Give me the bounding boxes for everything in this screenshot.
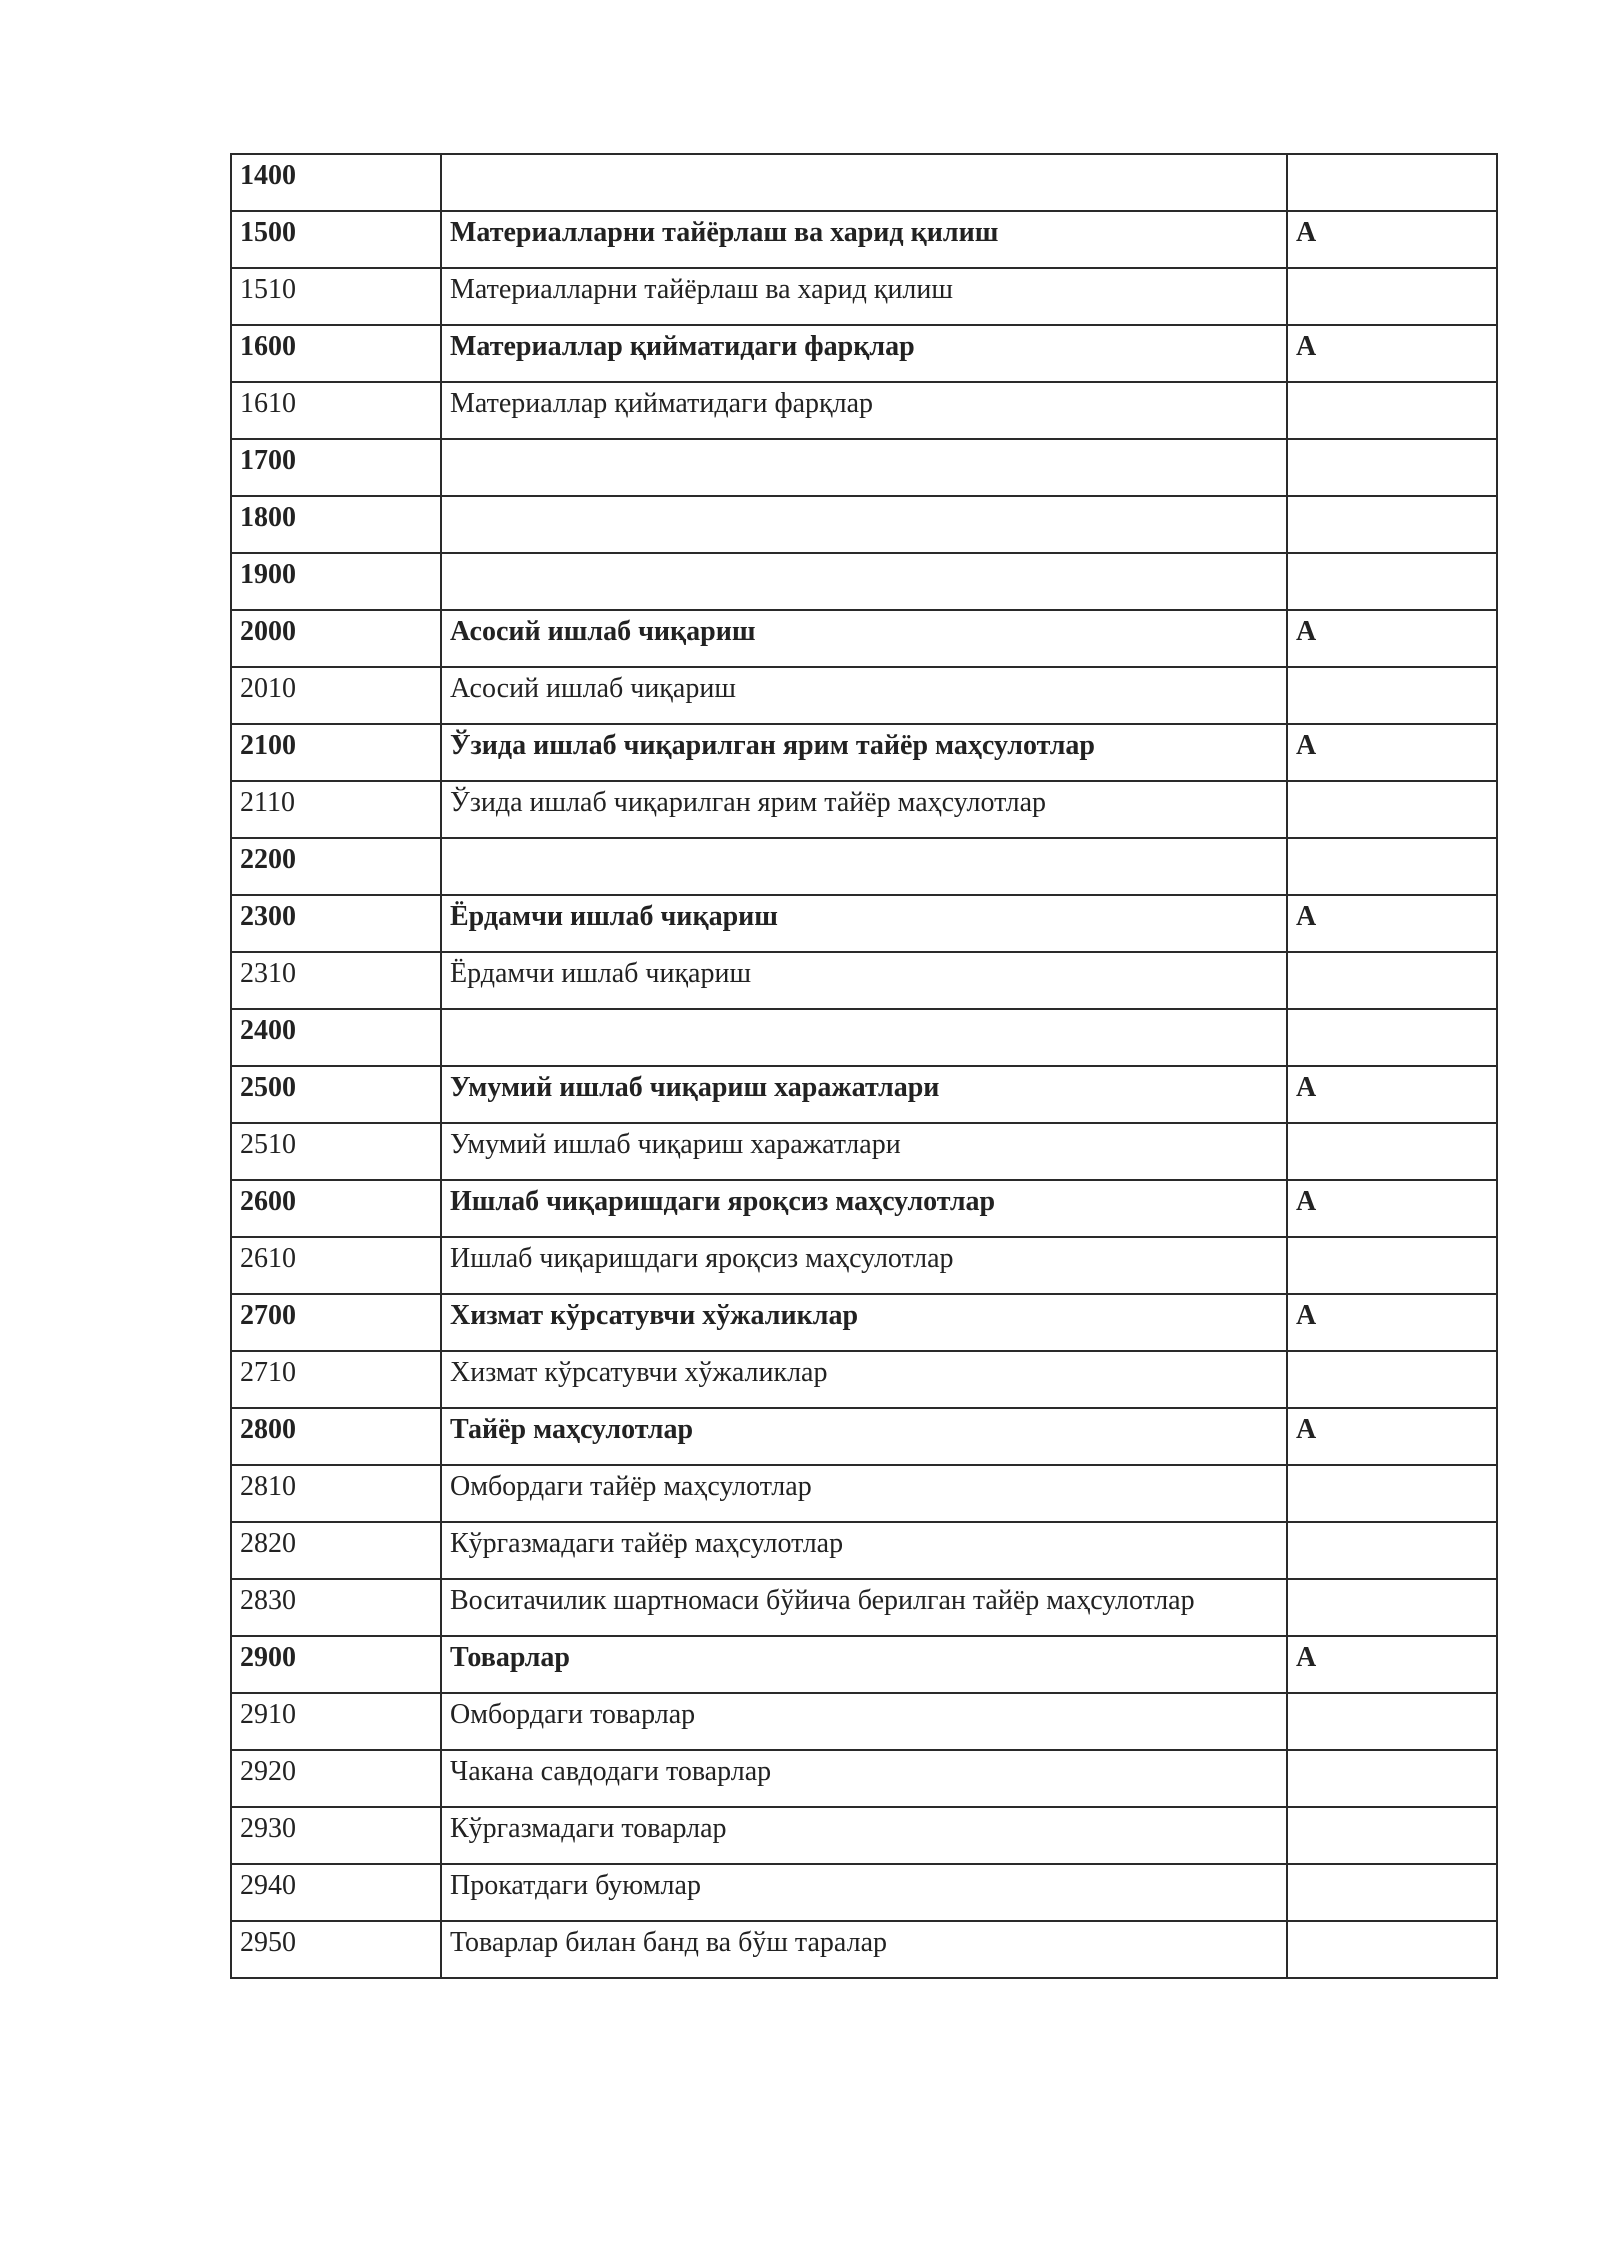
account-type-cell: [1287, 781, 1497, 838]
account-name-cell: Ёрдамчи ишлаб чиқариш: [441, 952, 1287, 1009]
account-name-cell: Материалларни тайёрлаш ва харид қилиш: [441, 211, 1287, 268]
account-code-cell: 2300: [231, 895, 441, 952]
table-row: [231, 382, 1497, 439]
account-code-cell: 2000: [231, 610, 441, 667]
account-code-cell: 2310: [231, 952, 441, 1009]
table-row: [231, 211, 1497, 268]
account-type-cell: А: [1287, 1180, 1497, 1237]
account-type-cell: А: [1287, 724, 1497, 781]
account-name-cell: [441, 553, 1287, 610]
table-row: [231, 1294, 1497, 1351]
account-code-cell: 2820: [231, 1522, 441, 1579]
account-type-cell: [1287, 553, 1497, 610]
account-name-cell: Кўргазмадаги тайёр маҳсулотлар: [441, 1522, 1287, 1579]
table-row: [231, 1750, 1497, 1807]
account-code-cell: 1510: [231, 268, 441, 325]
account-code-cell: 2920: [231, 1750, 441, 1807]
account-type-cell: А: [1287, 325, 1497, 382]
table-row: [231, 1237, 1497, 1294]
table-row: [231, 1579, 1497, 1636]
account-name-cell: Прокатдаги буюмлар: [441, 1864, 1287, 1921]
table-row: [231, 1009, 1497, 1066]
account-name-cell: [441, 496, 1287, 553]
account-type-cell: [1287, 1864, 1497, 1921]
account-code-cell: 2700: [231, 1294, 441, 1351]
account-code-cell: 1800: [231, 496, 441, 553]
account-name-cell: Умумий ишлаб чиқариш харажатлари: [441, 1066, 1287, 1123]
account-code-cell: 1900: [231, 553, 441, 610]
account-name-cell: [441, 154, 1287, 211]
account-name-cell: [441, 1009, 1287, 1066]
account-type-cell: [1287, 1693, 1497, 1750]
account-type-cell: А: [1287, 1066, 1497, 1123]
account-type-cell: А: [1287, 1636, 1497, 1693]
accounts-table: [230, 153, 1498, 1979]
account-name-cell: Тайёр маҳсулотлар: [441, 1408, 1287, 1465]
table-row: [231, 154, 1497, 211]
account-code-cell: 1610: [231, 382, 441, 439]
table-row: [231, 838, 1497, 895]
account-code-cell: 2710: [231, 1351, 441, 1408]
table-row: [231, 952, 1497, 1009]
account-type-cell: [1287, 154, 1497, 211]
account-code-cell: 1700: [231, 439, 441, 496]
table-row: [231, 1693, 1497, 1750]
account-name-cell: [441, 439, 1287, 496]
table-row: [231, 553, 1497, 610]
account-type-cell: [1287, 1921, 1497, 1978]
table-row: [231, 1465, 1497, 1522]
account-name-cell: Ишлаб чиқаришдаги яроқсиз маҳсулотлар: [441, 1237, 1287, 1294]
account-type-cell: [1287, 1465, 1497, 1522]
account-name-cell: Материалларни тайёрлаш ва харид қилиш: [441, 268, 1287, 325]
account-type-cell: А: [1287, 211, 1497, 268]
account-name-cell: Ўзида ишлаб чиқарилган ярим тайёр маҳсулотлар: [441, 724, 1287, 781]
table-row: [231, 496, 1497, 553]
accounts-table-body: [231, 154, 1497, 1978]
table-row: [231, 1864, 1497, 1921]
table-row: [231, 1921, 1497, 1978]
account-name-cell: Товарлар: [441, 1636, 1287, 1693]
account-type-cell: [1287, 382, 1497, 439]
account-code-cell: 1400: [231, 154, 441, 211]
account-code-cell: 2200: [231, 838, 441, 895]
account-code-cell: 2930: [231, 1807, 441, 1864]
account-code-cell: 2110: [231, 781, 441, 838]
account-type-cell: А: [1287, 1294, 1497, 1351]
account-type-cell: А: [1287, 1408, 1497, 1465]
table-row: [231, 1408, 1497, 1465]
account-type-cell: [1287, 1009, 1497, 1066]
account-name-cell: Умумий ишлаб чиқариш харажатлари: [441, 1123, 1287, 1180]
account-type-cell: [1287, 1807, 1497, 1864]
account-code-cell: 2610: [231, 1237, 441, 1294]
table-row: [231, 724, 1497, 781]
account-code-cell: 2830: [231, 1579, 441, 1636]
account-name-cell: Кўргазмадаги товарлар: [441, 1807, 1287, 1864]
table-row: [231, 1636, 1497, 1693]
account-type-cell: [1287, 1237, 1497, 1294]
account-name-cell: Товарлар билан банд ва бўш таралар: [441, 1921, 1287, 1978]
account-name-cell: [441, 838, 1287, 895]
account-name-cell: Асосий ишлаб чиқариш: [441, 610, 1287, 667]
account-name-cell: Хизмат кўрсатувчи хўжаликлар: [441, 1294, 1287, 1351]
account-code-cell: 2800: [231, 1408, 441, 1465]
account-type-cell: [1287, 1579, 1497, 1636]
table-row: [231, 1351, 1497, 1408]
account-code-cell: 1500: [231, 211, 441, 268]
account-type-cell: [1287, 667, 1497, 724]
account-name-cell: Омбордаги тайёр маҳсулотлар: [441, 1465, 1287, 1522]
account-type-cell: А: [1287, 610, 1497, 667]
account-name-cell: Чакана савдодаги товарлар: [441, 1750, 1287, 1807]
account-name-cell: Ўзида ишлаб чиқарилган ярим тайёр маҳсулотлар: [441, 781, 1287, 838]
table-row: [231, 895, 1497, 952]
account-name-cell: Омбордаги товарлар: [441, 1693, 1287, 1750]
account-name-cell: Хизмат кўрсатувчи хўжаликлар: [441, 1351, 1287, 1408]
account-name-cell: Ёрдамчи ишлаб чиқариш: [441, 895, 1287, 952]
account-name-cell: Ишлаб чиқаришдаги яроқсиз маҳсулотлар: [441, 1180, 1287, 1237]
table-row: [231, 439, 1497, 496]
account-code-cell: 2810: [231, 1465, 441, 1522]
account-type-cell: [1287, 439, 1497, 496]
account-name-cell: Материаллар қийматидаги фарқлар: [441, 382, 1287, 439]
table-row: [231, 1522, 1497, 1579]
account-code-cell: 2950: [231, 1921, 441, 1978]
table-row: [231, 1066, 1497, 1123]
table-row: [231, 268, 1497, 325]
account-code-cell: 2400: [231, 1009, 441, 1066]
account-type-cell: [1287, 1522, 1497, 1579]
account-code-cell: 2510: [231, 1123, 441, 1180]
account-code-cell: 2940: [231, 1864, 441, 1921]
account-type-cell: [1287, 496, 1497, 553]
account-name-cell: Асосий ишлаб чиқариш: [441, 667, 1287, 724]
account-name-cell: Материаллар қийматидаги фарқлар: [441, 325, 1287, 382]
account-code-cell: 2500: [231, 1066, 441, 1123]
account-type-cell: [1287, 952, 1497, 1009]
account-type-cell: [1287, 1351, 1497, 1408]
table-row: [231, 667, 1497, 724]
account-name-cell: Воситачилик шартномаси бўйича берилган тайёр маҳсулотлар: [441, 1579, 1287, 1636]
account-code-cell: 2600: [231, 1180, 441, 1237]
table-row: [231, 1807, 1497, 1864]
account-code-cell: 2910: [231, 1693, 441, 1750]
account-type-cell: [1287, 268, 1497, 325]
table-row: [231, 1123, 1497, 1180]
account-type-cell: [1287, 1123, 1497, 1180]
account-code-cell: 2100: [231, 724, 441, 781]
table-row: [231, 610, 1497, 667]
account-type-cell: [1287, 1750, 1497, 1807]
account-code-cell: 2010: [231, 667, 441, 724]
table-row: [231, 325, 1497, 382]
account-code-cell: 1600: [231, 325, 441, 382]
account-code-cell: 2900: [231, 1636, 441, 1693]
table-row: [231, 781, 1497, 838]
account-type-cell: А: [1287, 895, 1497, 952]
account-type-cell: [1287, 838, 1497, 895]
table-row: [231, 1180, 1497, 1237]
